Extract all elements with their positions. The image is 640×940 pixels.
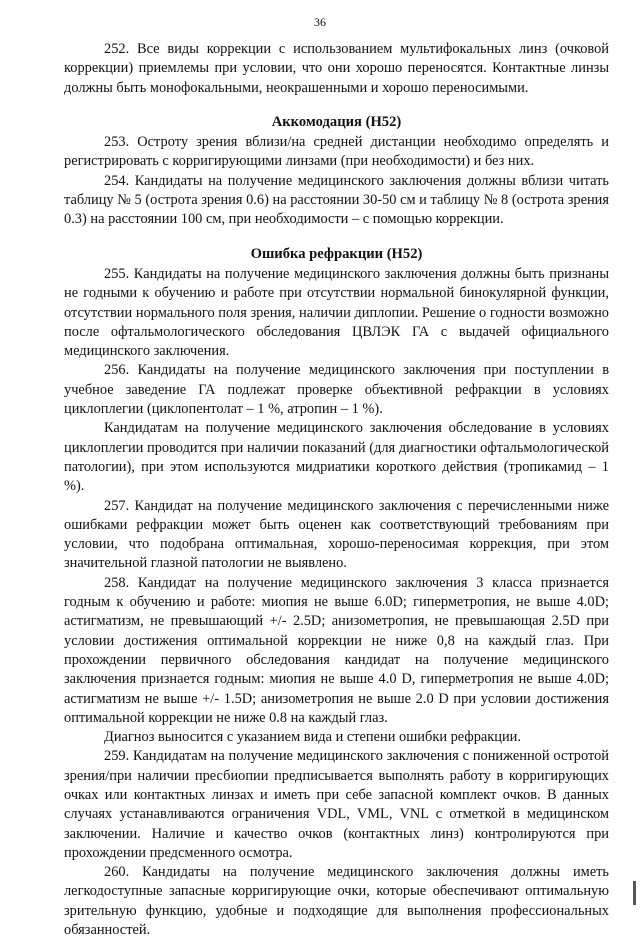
paragraph-258-continued: Диагноз выносится с указанием вида и степени ошибки рефракции. bbox=[104, 729, 521, 746]
paragraph-257: 257. Кандидат на получение медицинского заключения с перечисленными ниже ошибками рефракции может быть оценен как соответствующий требованиям при условии, что подобрана оптимальная, хорошо-переносимая коррекция, при этом значительной глазной патологии не выявлено. bbox=[64, 497, 609, 572]
paragraph-254: 254. Кандидаты на получение медицинского заключения должны вблизи читать таблицу № 5 (острота зрения 0.6) на расстоянии 30-50 см и таблицу № 8 (острота зрения 0.3) на расстоянии 100 см, при необходимости – с помощью коррекции. bbox=[64, 172, 609, 228]
paragraph-255: 255. Кандидаты на получение медицинского заключения должны быть признаны не годными к обучению и работе при отсутствии нормальной бинокулярной функции, отсутствии нормального поля зрения, наличии диплопии. Решение о годности возможно после офтальмологического обследования ЦВЛЭК ГА с выдачей официального медицинского заключения. bbox=[64, 265, 609, 360]
paragraph-256-continued: Кандидатам на получение медицинского заключения обследование в условиях циклоплегии проводится при наличии показаний (для диагностики офтальмологической патологии), при этом используются мидриатики короткого действия (тропикамид – 1 %). bbox=[64, 420, 609, 495]
paragraph-259: 259. Кандидатам на получение медицинского заключения с пониженной остротой зрения/при наличии пресбиопии предписывается выполнять работу в корригирующих очках или контактных линзах и иметь при себе запасной комплект очков. В данных случаях устанавливаются ограничения VDL, VML, VNL с отметкой в медицинском заключении. Наличие и качество очков (контактных линз) контролируются при прохождении предсменного осмотра. bbox=[64, 748, 609, 861]
heading-refraction-error: Ошибка рефракции (H52) bbox=[250, 245, 423, 262]
document-body bbox=[64, 40, 609, 940]
scan-edge-mark bbox=[633, 881, 636, 905]
paragraph-258: 258. Кандидат на получение медицинского заключения 3 класса признается годным к обучению и работе: миопия не выше 6.0D; гиперметропия, не выше 4.0D; астигматизм, не превышающий +/- 2.5D; анизометропия, не превышающая 2.5D при условии достижения оптимальной коррекции не ниже 0,8 на каждый глаз. При прохождении первичного обследования кандидат на получение медицинского заключения признается годным: миопия не выше 4.0 D, гиперметропия не выше 4.0D; астигматизм не выше +/- 1.5D; анизометропия не выше 2.0 D при условии достижения оптимальной коррекции не ниже 0.8 на каждый глаз. bbox=[64, 574, 609, 726]
paragraph-260: 260. Кандидаты на получение медицинского заключения должны иметь легкодоступные запасные корригирующие очки, которые обеспечивают оптимальную зрительную функцию, удобные и подходящие для выполнения профессиональных обязанностей. bbox=[64, 864, 609, 939]
heading-accommodation: Аккомодация (H52) bbox=[271, 113, 402, 130]
paragraph-253: 253. Остроту зрения вблизи/на средней дистанции необходимо определять и регистрировать с корригирующими линзами (при необходимости) и без них. bbox=[64, 134, 609, 170]
paragraph-256: 256. Кандидаты на получение медицинского заключения при поступлении в учебное заведение ГА подлежат проверке объективной рефракции в условиях циклоплегии (циклопентолат – 1 %, атропин – 1 %). bbox=[64, 362, 609, 418]
page-number: 36 bbox=[314, 15, 326, 29]
paragraph-252: 252. Все виды коррекции с использованием мультифокальных линз (очковой коррекции) приемлемы при условии, что они хорошо переносятся. Контактные линзы должны быть монофокальными, неокрашенными и хорошо переносимыми. bbox=[64, 41, 609, 96]
